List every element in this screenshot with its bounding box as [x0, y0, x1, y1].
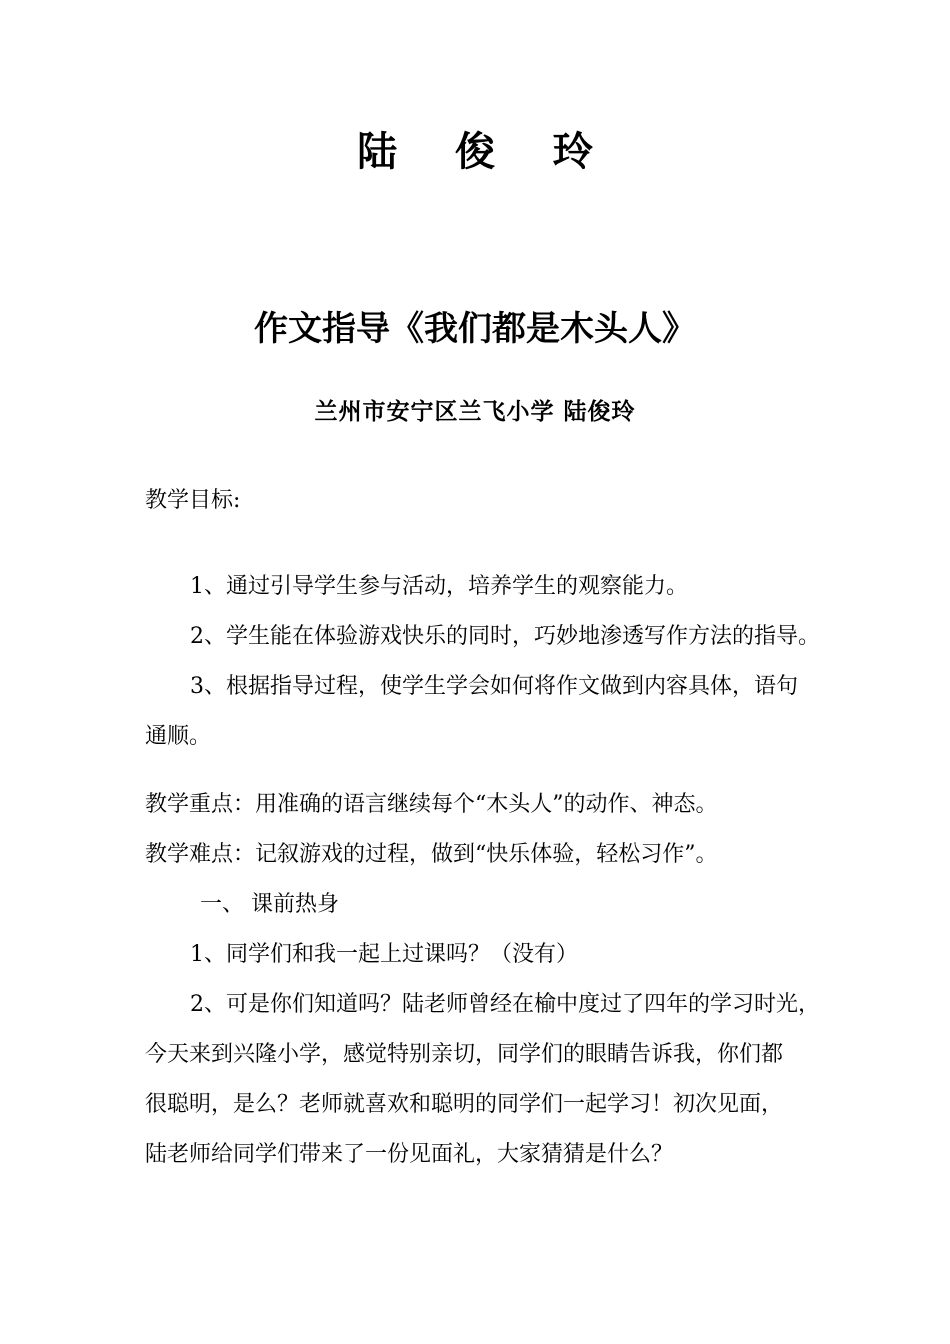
- name-heading: 陆 俊 玲: [357, 128, 615, 175]
- objective-item-2: 2、学生能在体验游戏快乐的同时，巧妙地渗透写作方法的指导。: [190, 624, 820, 649]
- objective-item-3-continued: 通顺。: [145, 724, 212, 749]
- objective-item-3: 3、根据指导过程，使学生学会如何将作文做到内容具体，语句: [190, 674, 798, 699]
- paragraph-line-4: 很聪明，是么？老师就喜欢和聪明的同学们一起学习！初次见面，: [145, 1092, 784, 1117]
- teaching-difficulty: 教学难点：记叙游戏的过程，做到“快乐体验，轻松习作”。: [145, 842, 718, 867]
- objectives-heading: 教学目标:: [145, 488, 241, 513]
- paragraph-line-2: 2、可是你们知道吗？陆老师曾经在榆中度过了四年的学习时光，: [190, 992, 820, 1017]
- teaching-focus: 教学重点：用准确的语言继续每个“木头人”的动作、神态。: [145, 792, 718, 817]
- author-line: 兰州市安宁区兰飞小学 陆俊玲: [314, 398, 636, 425]
- paragraph-line-5: 陆老师给同学们带来了一份见面礼，大家猜猜是什么？: [145, 1142, 674, 1167]
- paragraph-line-1: 1、同学们和我一起上过课吗？（没有）: [190, 942, 578, 967]
- section-heading-warmup: 一、 课前热身: [200, 892, 339, 917]
- document-title: 作文指导《我们都是木头人》: [254, 309, 696, 349]
- objective-item-1: 1、通过引导学生参与活动，培养学生的观察能力。: [190, 574, 688, 599]
- paragraph-line-3: 今天来到兴隆小学，感觉特别亲切，同学们的眼睛告诉我，你们都: [145, 1042, 784, 1067]
